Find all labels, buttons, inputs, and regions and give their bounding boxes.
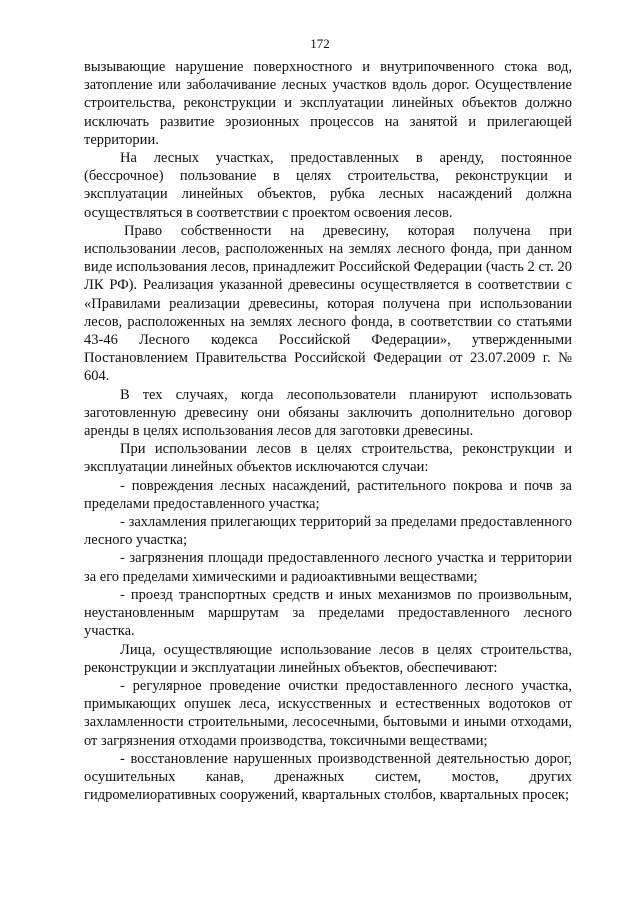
paragraph-1: вызывающие нарушение поверхностного и внутрипочвенного стока вод, затопление или заболачивание лесных участков вдоль дорог. Осуществление строительства, реконструкции и эксплуатации линейных объектов должно исключать развитие эрозионных процессов на занятой и прилегающей территории. [84,59,572,148]
paragraph-2: На лесных участках, предоставленных в аренду, постоянное (бессрочное) пользование в целях строительства, реконструкции и эксплуатации линейных объектов, рубка лесных насаждений должна осуществляться в соответствии с проектом освоения лесов. [84,150,572,221]
list-item-5: - регулярное проведение очистки предоставленного лесного участка, примыкающих опушек леса, искусственных и естественных водотоков от захламленности строительными, лесосечными, бытовыми и иными отходами, от загрязнения отходами производства, токсичными веществами; [84,677,572,749]
list-item-3: - загрязнения площади предоставленного лесного участка и территории за его пределами химическими и радиоактивными веществами; [84,550,572,585]
list-item-6: - восстановление нарушенных производственной деятельностью дорог, осушительных канав, дренажных систем, мостов, других гидромелиоративных сооружений, квартальных столбов, квартальных просек; [84,750,572,804]
paragraph-6: Лица, осуществляющие использование лесов в целях строительства, реконструкции и эксплуатации линейных объектов, обеспечивают: [84,641,572,676]
paragraph-5: При использовании лесов в целях строительства, реконструкции и эксплуатации линейных объектов исключаются случаи: [84,441,572,476]
list-item-4: - проезд транспортных средств и иных механизмов по произвольным, неустановленным маршрутам за пределами предоставленного лесного участка. [84,586,572,640]
list-item-2: - захламления прилегающих территорий за пределами предоставленного лесного участка; [84,514,572,549]
page-number: 172 [310,36,330,51]
paragraph-4: В тех случаях, когда лесопользователи планируют использовать заготовленную древесину они обязаны заключить дополнительно договор аренды в целях использования лесов для заготовки древесины. [84,386,572,440]
document-body [84,58,572,804]
paragraph-3: Право собственности на древесину, которая получена при использовании лесов, расположенных на землях лесного фонда, при данном виде использования лесов, принадлежит Российской Федерации (часть 2 ст. 20 ЛК РФ). Реализация указанной древесины осуществляется в соответствии с «Правилами реализации древесины, которая получена при использовании лесов, расположенных на землях лесного фонда, в соответствии со статьями 43-46 Лесного кодекса Российской Федерации», утвержденными Постановлением Правительства Российской Федерации от 23.07.2009 г. № 604. [84,222,572,385]
list-item-1: - повреждения лесных насаждений, растительного покрова и почв за пределами предоставленного участка; [84,477,572,512]
